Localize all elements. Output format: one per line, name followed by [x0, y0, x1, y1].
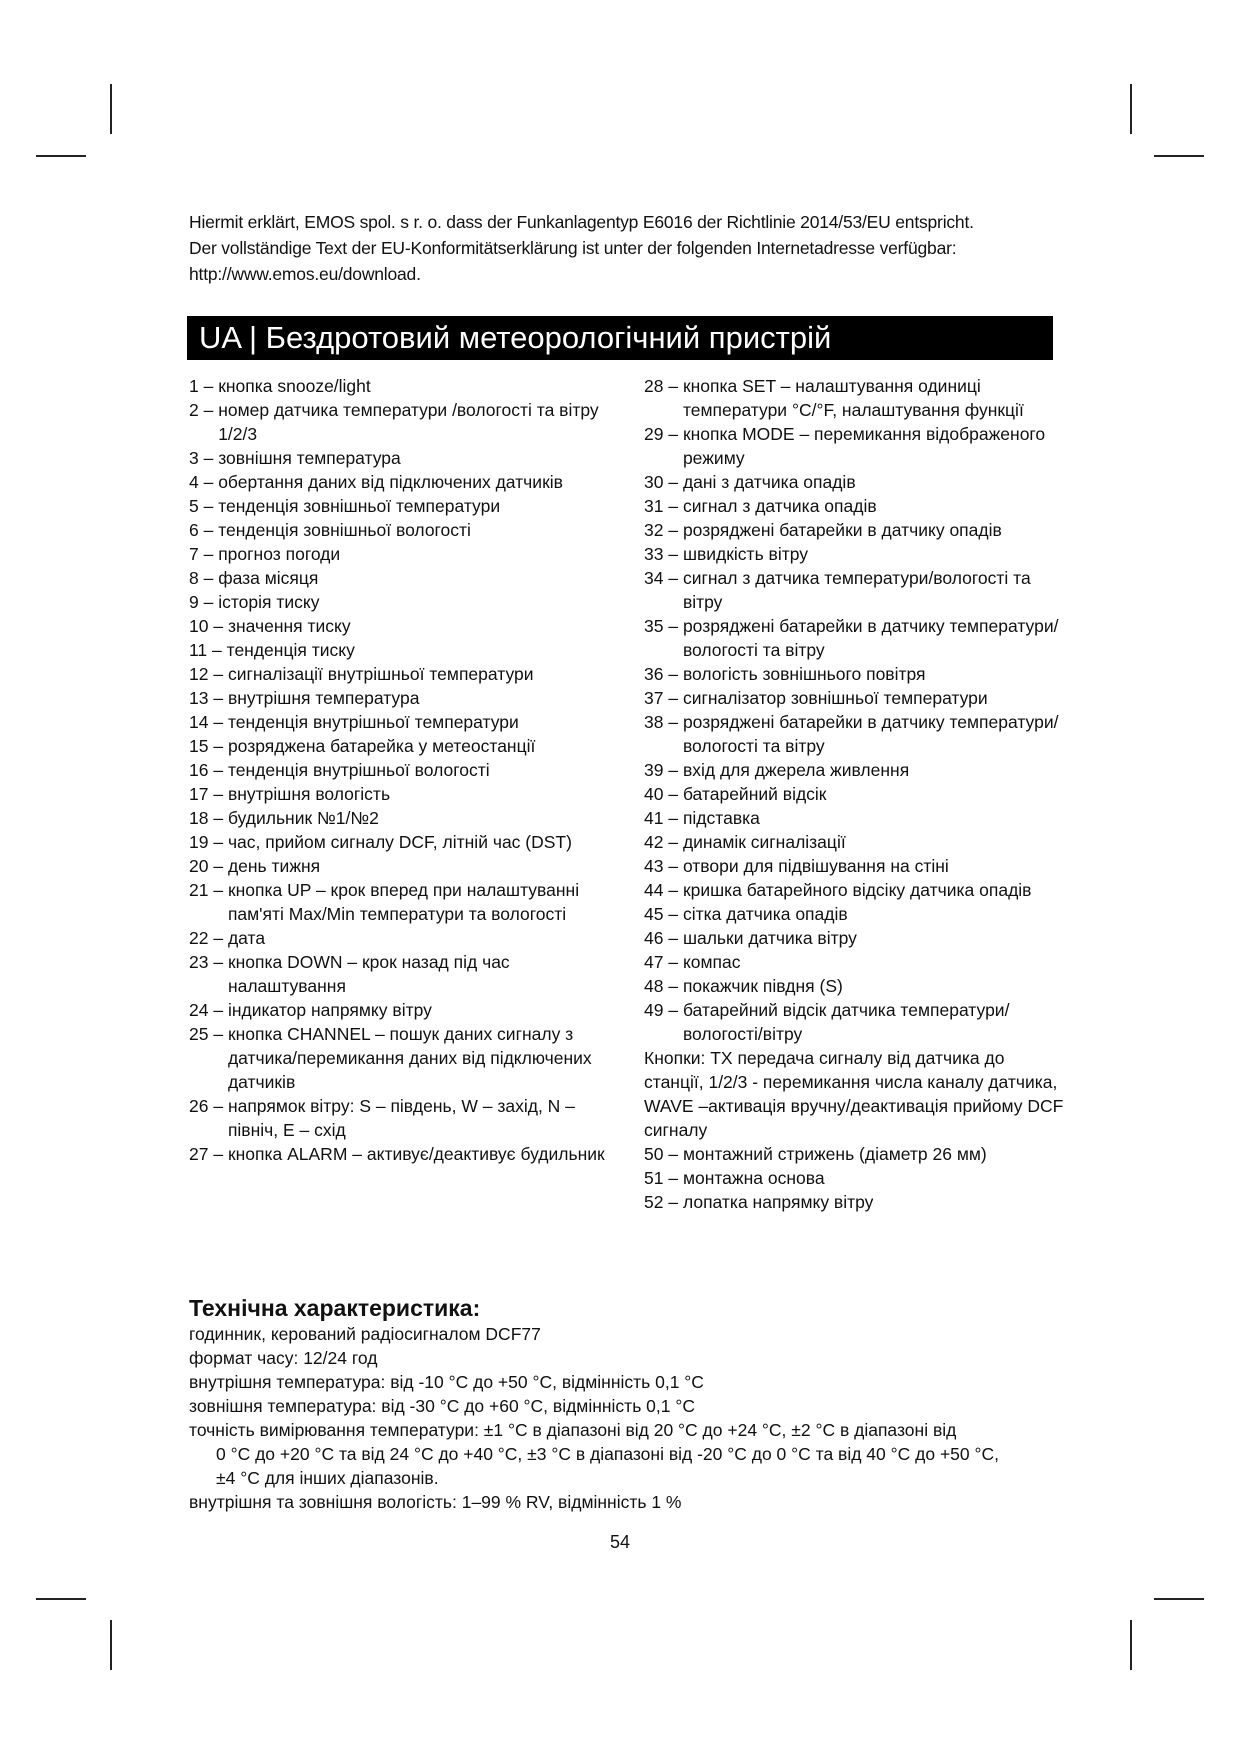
list-item: [189, 566, 629, 590]
item-text: зовнішня температура: [218, 448, 401, 468]
item-text: динамік сигналізації: [682, 832, 846, 852]
item-text: підставка: [682, 808, 760, 828]
list-item: [644, 902, 1064, 926]
list-item: [189, 830, 629, 854]
spec-line: зовнішня температура: від -30 °C до +60 °C, відмінність 0,1 °C: [189, 1396, 696, 1416]
item-text: батарейний відсік датчика температури/вологості/вітру: [682, 1000, 1010, 1044]
item-number: 21 –: [189, 880, 228, 900]
list-item: [189, 806, 629, 830]
item-text: кнопка SET – налаштування одиниці температури °C/°F, налаштування функції: [682, 376, 1024, 420]
list-item: [189, 878, 629, 926]
item-number: 51 –: [644, 1168, 683, 1188]
item-number: 11 –: [189, 640, 227, 660]
item-number: 18 –: [189, 808, 228, 828]
intro-line: Hiermit erklärt, EMOS spol. s r. o. dass der Funkanlagentyp E6016 der Richtlinie 2014/53/EU entspricht.: [189, 212, 974, 232]
list-item: [189, 470, 629, 494]
item-number: 7 –: [189, 544, 219, 564]
list-item: [189, 926, 629, 950]
crop-mark-top-left-v: [110, 84, 112, 134]
item-text: кнопка ALARM – активує/деактивує будильник: [227, 1144, 605, 1164]
item-text: тенденція внутрішньої вологості: [227, 760, 490, 780]
item-number: 45 –: [644, 904, 683, 924]
crop-mark-top-left-h: [36, 155, 86, 157]
spec-line: внутрішня та зовнішня вологість: 1–99 % RV, відмінність 1 %: [189, 1492, 682, 1512]
list-item: [189, 398, 629, 446]
intro-line: Der vollständige Text der EU-Konformitätserklärung ist unter der folgenden Internetadresse verfügbar:: [189, 238, 957, 258]
crop-mark-top-right-v: [1130, 84, 1132, 134]
item-text: шальки датчика вітру: [682, 928, 857, 948]
item-number: 33 –: [644, 544, 683, 564]
item-number: 32 –: [644, 520, 683, 540]
crop-mark-bottom-left-v: [110, 1620, 112, 1670]
item-number: 50 –: [644, 1144, 683, 1164]
list-item: [644, 470, 1064, 494]
item-text: кнопка snooze/light: [218, 376, 371, 396]
list-item: [644, 878, 1064, 902]
item-text: розряджені батарейки в датчику температури/вологості та вітру: [682, 616, 1059, 660]
item-text: прогноз погоди: [218, 544, 341, 564]
item-text: кнопка UP – крок вперед при налаштуванні пам'яті Max/Min температури та вологості: [227, 880, 580, 924]
item-number: 26 –: [189, 1096, 228, 1116]
list-item: [189, 1022, 629, 1094]
item-text: тенденція зовнішньої температури: [218, 496, 501, 516]
item-text: дані з датчика опадів: [682, 472, 856, 492]
item-text: сітка датчика опадів: [682, 904, 848, 924]
crop-mark-top-right-h: [1154, 155, 1204, 157]
item-number: 6 –: [189, 520, 219, 540]
list-item: [644, 950, 1064, 974]
list-item: [644, 374, 1064, 422]
list-item: [644, 854, 1064, 878]
list-item: [189, 734, 629, 758]
item-number: 15 –: [189, 736, 228, 756]
list-item: [644, 926, 1064, 950]
item-text: кришка батарейного відсіку датчика опадів: [682, 880, 1032, 900]
list-item: [189, 662, 629, 686]
item-number: 16 –: [189, 760, 228, 780]
item-number: 1 –: [189, 376, 219, 396]
list-item: [189, 686, 629, 710]
item-text: сигнал з датчика опадів: [682, 496, 877, 516]
item-number: 36 –: [644, 664, 683, 684]
list-item: [189, 998, 629, 1022]
item-number: 35 –: [644, 616, 683, 636]
item-number: 2 –: [189, 400, 219, 420]
list-item: [189, 374, 629, 398]
spec-line: внутрішня температура: від -10 °C до +50 °C, відмінність 0,1 °C: [189, 1372, 704, 1392]
spec-line: точність вимірювання температури: ±1 °C в діапазоні від 20 °C до +24 °C, ±2 °C в діапазоні від: [189, 1420, 957, 1440]
item-text: швидкість вітру: [682, 544, 809, 564]
list-item: [644, 494, 1064, 518]
list-item: [644, 974, 1064, 998]
crop-mark-bottom-right-v: [1130, 1620, 1132, 1670]
list-item: [644, 1142, 1064, 1166]
list-item: [644, 998, 1064, 1046]
list-item: [189, 494, 629, 518]
list-item: [644, 686, 1064, 710]
item-number: 28 –: [644, 376, 683, 396]
item-text: сигналізатор зовнішньої температури: [682, 688, 988, 708]
item-text: внутрішня температура: [227, 688, 420, 708]
item-text: день тижня: [227, 856, 321, 876]
item-text: розряджена батарейка у метеостанції: [227, 736, 536, 756]
section-title: UA | Бездротовий метеорологічний пристрій: [187, 316, 1053, 360]
item-number: 44 –: [644, 880, 683, 900]
item-number: 47 –: [644, 952, 683, 972]
list-item: [189, 710, 629, 734]
spec-line: формат часу: 12/24 год: [189, 1348, 378, 1368]
buttons-note: Кнопки: TX передача сигналу від датчика до станції, 1/2/3 - перемикання числа каналу датчика, WAVE –активація вручну/деактивація прийому DCF сигналу: [644, 1048, 1064, 1140]
item-number: 17 –: [189, 784, 228, 804]
crop-mark-bottom-left-h: [36, 1598, 86, 1600]
list-item: [644, 542, 1064, 566]
item-text: напрямок вітру: S – південь, W – захід, N – північ, E – схід: [227, 1096, 575, 1140]
item-text: будильник №1/№2: [227, 808, 379, 828]
item-text: розряджені батарейки в датчику температури/вологості та вітру: [682, 712, 1059, 756]
item-text: сигналізації внутрішньої температури: [227, 664, 534, 684]
item-text: фаза місяця: [218, 568, 319, 588]
list-item: [189, 950, 629, 998]
list-item: [644, 758, 1064, 782]
list-item: [644, 614, 1064, 662]
list-item: [189, 638, 629, 662]
item-number: 42 –: [644, 832, 683, 852]
item-number: 48 –: [644, 976, 683, 996]
item-text: отвори для підвішування на стіні: [682, 856, 949, 876]
list-item: [189, 854, 629, 878]
item-text: сигнал з датчика температури/вологості та вітру: [682, 568, 1031, 612]
item-text: розряджені батарейки в датчику опадів: [682, 520, 1002, 540]
list-item: [189, 1094, 629, 1142]
item-number: 8 –: [189, 568, 219, 588]
list-item: [644, 806, 1064, 830]
list-item: [644, 566, 1064, 614]
list-item: [189, 1142, 629, 1166]
item-number: 4 –: [189, 472, 219, 492]
list-item: [189, 782, 629, 806]
list-item: [189, 590, 629, 614]
item-text: кнопка CHANNEL – пошук даних сигналу з датчика/перемикання даних від підключених датчиків: [227, 1024, 592, 1092]
item-number: 30 –: [644, 472, 683, 492]
item-text: монтажна основа: [682, 1168, 825, 1188]
item-text: внутрішня вологість: [227, 784, 391, 804]
item-number: 29 –: [644, 424, 683, 444]
item-number: 23 –: [189, 952, 228, 972]
item-number: 12 –: [189, 664, 228, 684]
item-text: кнопка MODE – перемикання відображеного режиму: [682, 424, 1046, 468]
item-number: 22 –: [189, 928, 228, 948]
list-item: [644, 1166, 1064, 1190]
item-number: 52 –: [644, 1192, 683, 1212]
item-text: тенденція внутрішньої температури: [227, 712, 519, 732]
item-number: 40 –: [644, 784, 683, 804]
item-text: тенденція зовнішньої вологості: [218, 520, 471, 540]
list-item: [644, 782, 1064, 806]
item-text: історія тиску: [218, 592, 320, 612]
item-text: індикатор напрямку вітру: [227, 1000, 432, 1020]
item-number: 34 –: [644, 568, 683, 588]
item-text: лопатка напрямку вітру: [682, 1192, 874, 1212]
list-item: [644, 710, 1064, 758]
list-item: [644, 1190, 1064, 1214]
spec-line: ±4 °C для інших діапазонів.: [216, 1468, 439, 1488]
item-text: кнопка DOWN – крок назад під час налаштування: [227, 952, 510, 996]
item-text: покажчик півдня (S): [682, 976, 843, 996]
item-number: 49 –: [644, 1000, 683, 1020]
list-item: [189, 542, 629, 566]
item-number: 25 –: [189, 1024, 228, 1044]
item-number: 10 –: [189, 616, 228, 636]
item-number: 9 –: [189, 592, 219, 612]
item-number: 24 –: [189, 1000, 228, 1020]
spec-line: 0 °C до +20 °C та від 24 °C до +40 °C, ±3 °C в діапазоні від -20 °C до 0 °C та від 40 °C до +50 °C,: [216, 1444, 999, 1464]
item-number: 41 –: [644, 808, 683, 828]
item-text: час, прийом сигналу DCF, літній час (DST): [227, 832, 572, 852]
declaration-intro: [189, 209, 1069, 287]
item-number: 37 –: [644, 688, 683, 708]
intro-link: http://www.emos.eu/download.: [189, 264, 421, 284]
parts-list-right: [644, 374, 1064, 1214]
item-text: батарейний відсік: [682, 784, 827, 804]
spec-line: годинник, керований радіосигналом DCF77: [189, 1324, 541, 1344]
item-number: 39 –: [644, 760, 683, 780]
item-text: вхід для джерела живлення: [682, 760, 910, 780]
list-item: [644, 422, 1064, 470]
item-number: 31 –: [644, 496, 683, 516]
item-text: значення тиску: [227, 616, 351, 636]
item-number: 19 –: [189, 832, 228, 852]
item-text: дата: [227, 928, 266, 948]
specifications: [189, 1294, 1069, 1514]
item-number: 38 –: [644, 712, 683, 732]
item-number: 20 –: [189, 856, 228, 876]
page-number: 54: [609, 1532, 631, 1552]
item-text: вологість зовнішнього повітря: [682, 664, 926, 684]
crop-mark-bottom-right-h: [1154, 1598, 1204, 1600]
item-number: 27 –: [189, 1144, 228, 1164]
parts-list-left: [189, 374, 629, 1166]
item-text: компас: [682, 952, 741, 972]
item-number: 3 –: [189, 448, 219, 468]
item-text: обертання даних від підключених датчиків: [218, 472, 563, 492]
specs-heading: Технічна характеристика:: [189, 1295, 481, 1321]
item-number: 43 –: [644, 856, 683, 876]
item-number: 13 –: [189, 688, 228, 708]
item-number: 46 –: [644, 928, 683, 948]
list-item: [644, 830, 1064, 854]
item-text: тенденція тиску: [226, 640, 355, 660]
list-item: [189, 446, 629, 470]
list-item: [189, 518, 629, 542]
item-text: номер датчика температури /вологості та вітру 1/2/3: [218, 400, 599, 444]
item-number: 14 –: [189, 712, 228, 732]
list-item: [644, 662, 1064, 686]
item-text: монтажний стрижень (діаметр 26 мм): [682, 1144, 987, 1164]
item-number: 5 –: [189, 496, 219, 516]
list-item: [189, 614, 629, 638]
list-item: [189, 758, 629, 782]
list-item: [644, 518, 1064, 542]
